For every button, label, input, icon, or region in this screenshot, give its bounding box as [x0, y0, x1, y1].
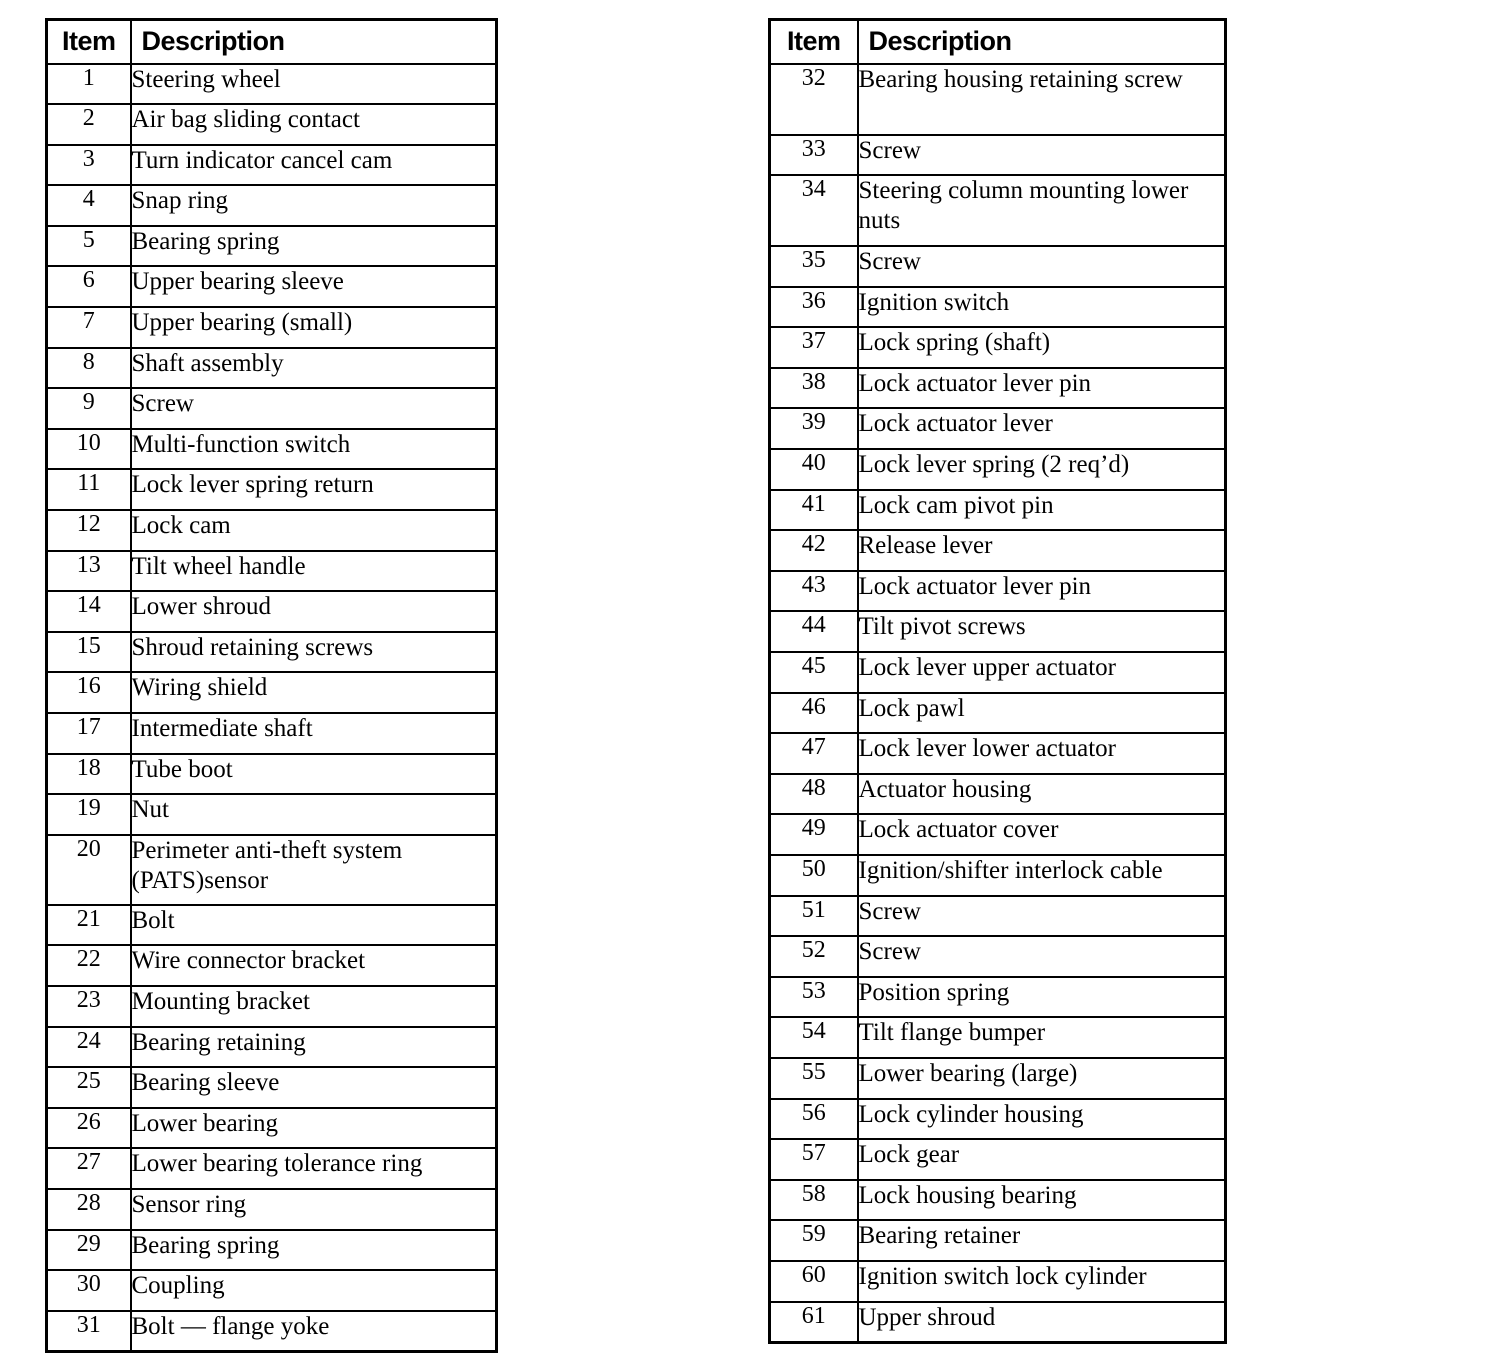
item-description: Lock housing bearing — [858, 1180, 1226, 1221]
description-column-header: Description — [858, 20, 1226, 64]
item-description: Ignition switch — [858, 287, 1226, 328]
item-number: 58 — [770, 1180, 858, 1221]
item-number: 29 — [47, 1230, 131, 1271]
item-number: 6 — [47, 266, 131, 307]
item-description: Screw — [858, 896, 1226, 937]
item-description: Actuator housing — [858, 774, 1226, 815]
table-row — [47, 591, 497, 632]
item-number: 26 — [47, 1108, 131, 1149]
table-row — [47, 226, 497, 267]
table-row — [47, 1270, 497, 1311]
table-row — [47, 1027, 497, 1068]
table-row — [47, 945, 497, 986]
item-description: Upper shroud — [858, 1302, 1226, 1343]
item-description: Intermediate shaft — [131, 713, 497, 754]
item-number: 43 — [770, 571, 858, 612]
item-description: Air bag sliding contact — [131, 104, 497, 145]
item-description: Bolt — [131, 905, 497, 946]
item-description: Lower bearing — [131, 1108, 497, 1149]
item-number: 7 — [47, 307, 131, 348]
table-row — [47, 794, 497, 835]
item-number: 39 — [770, 408, 858, 449]
table-row — [770, 936, 1226, 977]
table-row — [770, 693, 1226, 734]
table-row — [47, 1108, 497, 1149]
item-description: Steering column mounting lower nuts — [858, 175, 1226, 246]
item-description: Tube boot — [131, 754, 497, 795]
item-description: Position spring — [858, 977, 1226, 1018]
item-description: Ignition switch lock cylinder — [858, 1261, 1226, 1302]
table-row — [770, 652, 1226, 693]
item-description: Bearing sleeve — [131, 1067, 497, 1108]
table-row — [770, 175, 1226, 246]
item-description: Multi-function switch — [131, 429, 497, 470]
item-number: 35 — [770, 246, 858, 287]
item-description: Lock lever lower actuator — [858, 733, 1226, 774]
table-row — [770, 1261, 1226, 1302]
table-row — [770, 1058, 1226, 1099]
table-row — [770, 733, 1226, 774]
item-number: 12 — [47, 510, 131, 551]
table-row — [770, 135, 1226, 176]
table-row — [47, 1311, 497, 1352]
table-row — [770, 64, 1226, 135]
item-description: Mounting bracket — [131, 986, 497, 1027]
table-row — [47, 185, 497, 226]
parts-list-right — [770, 64, 1226, 1343]
item-description: Tilt pivot screws — [858, 611, 1226, 652]
table-row — [47, 348, 497, 389]
item-number: 56 — [770, 1099, 858, 1140]
item-description: Nut — [131, 794, 497, 835]
item-number: 47 — [770, 733, 858, 774]
item-number: 30 — [47, 1270, 131, 1311]
item-number: 17 — [47, 713, 131, 754]
item-number: 48 — [770, 774, 858, 815]
item-description: Tilt flange bumper — [858, 1017, 1226, 1058]
table-row — [47, 754, 497, 795]
item-description: Lower bearing (large) — [858, 1058, 1226, 1099]
table-row — [47, 905, 497, 946]
item-description: Sensor ring — [131, 1189, 497, 1230]
item-description: Bearing retainer — [858, 1220, 1226, 1261]
item-number: 33 — [770, 135, 858, 176]
item-number: 42 — [770, 530, 858, 571]
item-number: 1 — [47, 64, 131, 105]
table-row — [770, 611, 1226, 652]
table-row — [770, 449, 1226, 490]
item-number: 52 — [770, 936, 858, 977]
item-description: Snap ring — [131, 185, 497, 226]
item-description: Shaft assembly — [131, 348, 497, 389]
item-number: 9 — [47, 388, 131, 429]
item-number: 20 — [47, 835, 131, 905]
item-number: 21 — [47, 905, 131, 946]
item-number: 16 — [47, 672, 131, 713]
item-description: Turn indicator cancel cam — [131, 145, 497, 186]
table-row — [47, 1189, 497, 1230]
item-description: Upper bearing (small) — [131, 307, 497, 348]
item-column-header: Item — [47, 20, 131, 64]
table-row — [47, 469, 497, 510]
item-number: 49 — [770, 814, 858, 855]
item-description: Lock spring (shaft) — [858, 327, 1226, 368]
item-description: Wiring shield — [131, 672, 497, 713]
table-row — [47, 388, 497, 429]
item-number: 60 — [770, 1261, 858, 1302]
item-description: Lock pawl — [858, 693, 1226, 734]
table-row — [770, 368, 1226, 409]
item-description: Coupling — [131, 1270, 497, 1311]
header-row — [770, 20, 1226, 64]
item-number: 36 — [770, 287, 858, 328]
table-row — [47, 429, 497, 470]
table-row — [770, 530, 1226, 571]
table-row — [47, 632, 497, 673]
item-description: Bearing retaining — [131, 1027, 497, 1068]
table-row — [770, 571, 1226, 612]
table-row — [47, 713, 497, 754]
table-row — [47, 307, 497, 348]
table-row — [770, 490, 1226, 531]
item-number: 55 — [770, 1058, 858, 1099]
item-description: Lock actuator lever — [858, 408, 1226, 449]
item-number: 15 — [47, 632, 131, 673]
parts-table-left — [45, 18, 498, 1353]
item-description: Lock cam — [131, 510, 497, 551]
item-number: 61 — [770, 1302, 858, 1343]
item-number: 25 — [47, 1067, 131, 1108]
item-description: Bearing spring — [131, 226, 497, 267]
item-number: 32 — [770, 64, 858, 135]
item-description: Lower bearing tolerance ring — [131, 1148, 497, 1189]
item-column-header: Item — [770, 20, 858, 64]
table-row — [770, 1180, 1226, 1221]
item-description: Lock cam pivot pin — [858, 490, 1226, 531]
table-row — [770, 1220, 1226, 1261]
item-number: 18 — [47, 754, 131, 795]
table-row — [47, 510, 497, 551]
item-number: 40 — [770, 449, 858, 490]
parts-list-left — [47, 64, 497, 1352]
item-description: Lock actuator cover — [858, 814, 1226, 855]
item-description: Lock lever upper actuator — [858, 652, 1226, 693]
item-number: 14 — [47, 591, 131, 632]
item-description: Ignition/shifter interlock cable — [858, 855, 1226, 896]
table-row — [47, 1067, 497, 1108]
table-row — [47, 986, 497, 1027]
table-row — [770, 287, 1226, 328]
item-description: Screw — [858, 135, 1226, 176]
table-row — [770, 1302, 1226, 1343]
parts-table-right — [768, 18, 1227, 1344]
item-description: Lock cylinder housing — [858, 1099, 1226, 1140]
item-number: 8 — [47, 348, 131, 389]
item-number: 51 — [770, 896, 858, 937]
item-number: 11 — [47, 469, 131, 510]
header-row — [47, 20, 497, 64]
table-row — [47, 551, 497, 592]
table-row — [47, 104, 497, 145]
item-number: 22 — [47, 945, 131, 986]
item-description: Lock gear — [858, 1139, 1226, 1180]
item-number: 13 — [47, 551, 131, 592]
table-row — [47, 1230, 497, 1271]
item-number: 31 — [47, 1311, 131, 1352]
item-number: 10 — [47, 429, 131, 470]
table-row — [47, 1148, 497, 1189]
item-number: 28 — [47, 1189, 131, 1230]
item-number: 34 — [770, 175, 858, 246]
item-description: Upper bearing sleeve — [131, 266, 497, 307]
item-number: 38 — [770, 368, 858, 409]
item-description: Tilt wheel handle — [131, 551, 497, 592]
item-description: Bolt — flange yoke — [131, 1311, 497, 1352]
item-description: Release lever — [858, 530, 1226, 571]
description-column-header: Description — [131, 20, 497, 64]
item-description: Bearing housing retaining screw — [858, 64, 1226, 135]
table-row — [47, 672, 497, 713]
table-row — [47, 835, 497, 905]
table-row — [770, 1017, 1226, 1058]
item-description: Lock lever spring (2 req’d) — [858, 449, 1226, 490]
item-number: 50 — [770, 855, 858, 896]
table-row — [47, 266, 497, 307]
item-number: 37 — [770, 327, 858, 368]
item-description: Lower shroud — [131, 591, 497, 632]
item-description: Steering wheel — [131, 64, 497, 105]
table-row — [770, 855, 1226, 896]
table-row — [47, 145, 497, 186]
item-number: 3 — [47, 145, 131, 186]
item-description: Screw — [858, 246, 1226, 287]
table-row — [770, 246, 1226, 287]
table-row — [770, 1099, 1226, 1140]
item-description: Screw — [131, 388, 497, 429]
item-number: 27 — [47, 1148, 131, 1189]
item-number: 23 — [47, 986, 131, 1027]
table-row — [770, 774, 1226, 815]
item-number: 46 — [770, 693, 858, 734]
item-number: 19 — [47, 794, 131, 835]
item-description: Lock actuator lever pin — [858, 368, 1226, 409]
item-description: Perimeter anti-theft system (PATS)sensor — [131, 835, 497, 905]
table-row — [770, 408, 1226, 449]
item-number: 59 — [770, 1220, 858, 1261]
item-number: 24 — [47, 1027, 131, 1068]
item-number: 45 — [770, 652, 858, 693]
item-number: 54 — [770, 1017, 858, 1058]
item-description: Wire connector bracket — [131, 945, 497, 986]
table-row — [770, 896, 1226, 937]
item-number: 4 — [47, 185, 131, 226]
item-description: Lock lever spring return — [131, 469, 497, 510]
item-number: 53 — [770, 977, 858, 1018]
item-description: Lock actuator lever pin — [858, 571, 1226, 612]
table-row — [770, 977, 1226, 1018]
item-description: Shroud retaining screws — [131, 632, 497, 673]
item-description: Screw — [858, 936, 1226, 977]
item-number: 41 — [770, 490, 858, 531]
table-row — [770, 814, 1226, 855]
item-number: 44 — [770, 611, 858, 652]
item-number: 5 — [47, 226, 131, 267]
item-description: Bearing spring — [131, 1230, 497, 1271]
table-row — [770, 327, 1226, 368]
item-number: 57 — [770, 1139, 858, 1180]
item-number: 2 — [47, 104, 131, 145]
table-row — [770, 1139, 1226, 1180]
table-row — [47, 64, 497, 105]
